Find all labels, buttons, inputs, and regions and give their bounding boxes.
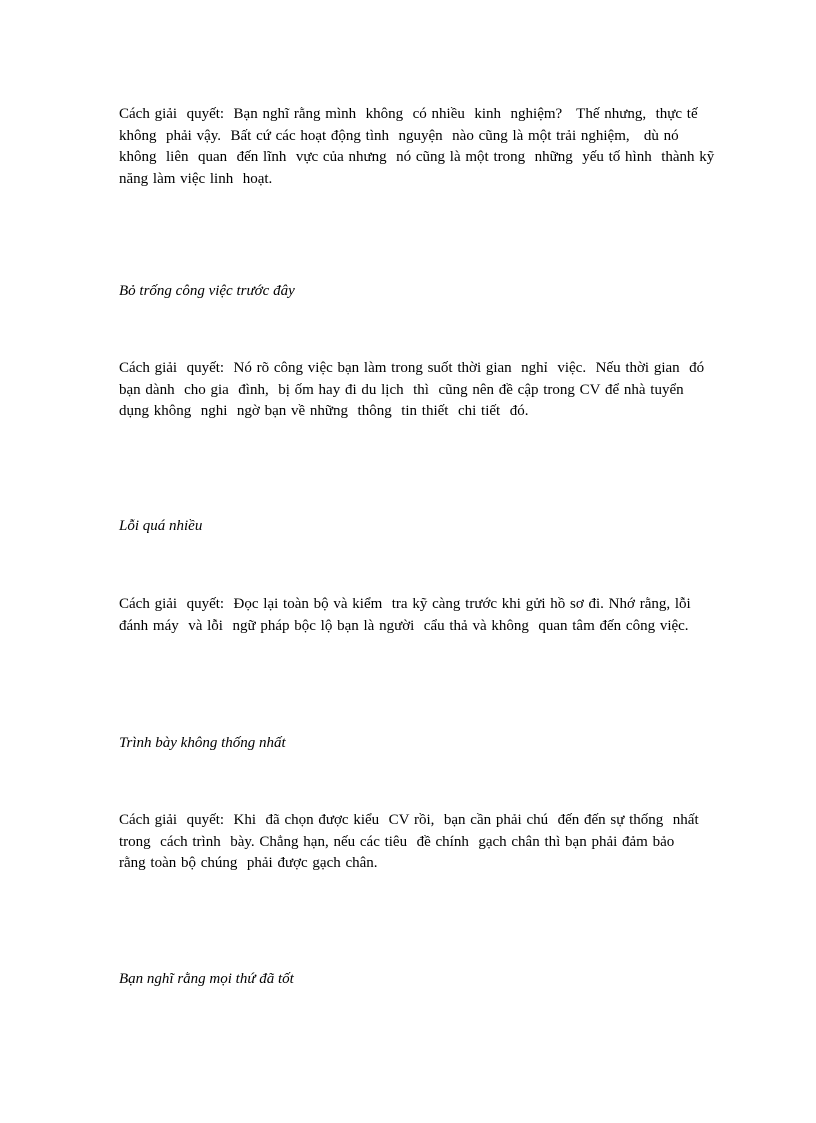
paragraph-line: Cách giải quyết: Bạn nghĩ rằng mình không có nhiều kinh nghiệm? Thế nhưng, thực tế [119,106,698,122]
paragraph-line: không liên quan đến lĩnh vực của nhưng nó cũng là một trong những yếu tố hình thành kỹ [119,149,715,165]
section-heading-inconsistent-format: Trình bày không thống nhất [119,735,286,751]
paragraph-line: rằng toàn bộ chúng phải được gạch chân. [119,855,378,871]
paragraph-line: trong cách trình bày. Chẳng hạn, nếu các tiêu đề chính gạch chân thì bạn phải đảm bảo [119,833,675,850]
paragraph-line: dụng không nghi ngờ bạn về những thông tin thiết chi tiết đó. [119,403,529,419]
paragraph-line: không phải vậy. Bất cứ các hoạt động tình nguyện nào cũng là một trải nghiệm, dù nó [119,127,679,144]
paragraph-line: bạn dành cho gia đình, bị ốm hay đi du lịch thì cũng nên đề cập trong CV để nhà tuyển [119,381,684,398]
paragraph-experience-solution [119,104,715,190]
section-heading-too-many-errors: Lỗi quá nhiều [119,518,203,534]
paragraph-employment-gap-solution [119,358,709,423]
paragraph-line: Cách giải quyết: Đọc lại toàn bộ và kiểm tra kỹ càng trước khi gửi hồ sơ đi. Nhớ rằng, lỗi [119,596,691,612]
paragraph-line: đánh máy và lỗi ngữ pháp bộc lộ bạn là người cẩu thả và không quan tâm đến công việc. [119,617,689,634]
paragraph-errors-solution [119,594,709,637]
section-heading-employment-gap: Bỏ trống công việc trước đây [119,283,295,299]
section-heading-overconfidence: Bạn nghĩ rằng mọi thứ đã tốt [119,971,294,987]
paragraph-format-solution [119,810,709,875]
paragraph-line: năng làm việc linh hoạt. [119,170,273,187]
paragraph-line: Cách giải quyết: Khi đã chọn được kiểu CV rồi, bạn cần phải chú đến đến sự thống nhất [119,812,699,828]
paragraph-line: Cách giải quyết: Nó rõ công việc bạn làm trong suốt thời gian nghỉ việc. Nếu thời gian đó [119,360,705,376]
